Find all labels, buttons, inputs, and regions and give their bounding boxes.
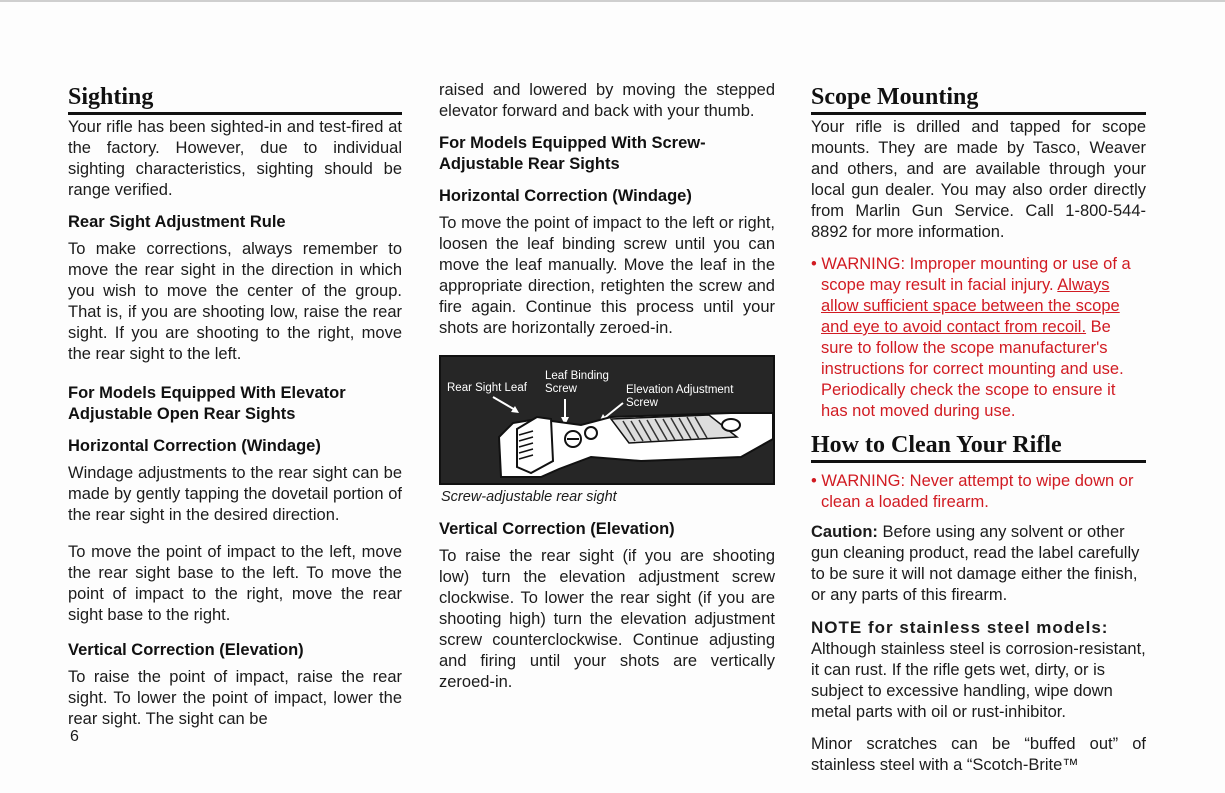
screw-models-heading: For Models Equipped With Screw-Adjustable Rear Sights <box>439 134 706 173</box>
scope-warning-lead: • WARNING: Improper mounting or use of a scope may result in facial injury. <box>811 255 1131 294</box>
windage-paragraph-left: Windage adjustments to the rear sight can be made by gently tapping the dovetail portion of the rear sight in the desired direction. <box>68 464 402 524</box>
scope-warning <box>811 254 1146 422</box>
rear-sight-figure <box>439 355 775 485</box>
label-leaf-binding: Leaf Binding <box>545 370 609 382</box>
rear-sight-drawing <box>441 357 773 483</box>
caution-label: Caution: <box>811 523 878 541</box>
clean-rifle-heading: How to Clean Your Rifle <box>811 430 1146 463</box>
label-elevation-screw: Screw <box>626 397 658 409</box>
sight-leaf-shape <box>517 417 553 473</box>
sighting-paragraph: Your rifle has been sighted-in and test-fired at the factory. However, due to individual sighting characteristics, sighting should be range verified. <box>68 118 402 199</box>
scope-warning-underlined: Always allow sufficient space between the scope and eye to avoid contact from recoil. <box>821 276 1120 336</box>
label-elevation-adjustment: Elevation Adjustment <box>626 384 734 396</box>
column-middle <box>439 80 775 704</box>
note-text: Although stainless steel is corrosion-resistant, it can rust. If the rifle gets wet, dirty, or is subject to excessive handling, wipe down metal parts with oil or rust-inhibitor. <box>811 640 1146 721</box>
rule-heading: Rear Sight Adjustment Rule <box>68 213 286 231</box>
elevation-screw-head <box>585 427 597 439</box>
note-label: NOTE for stainless steel models: <box>811 618 1109 637</box>
column-right <box>811 78 1146 787</box>
scope-warning-tail: Be sure to follow the scope manufacturer's instructions for correct mounting and use. Periodically check the scope to ensure it has not moved during use. <box>821 318 1124 420</box>
elevator-heading: For Models Equipped With Elevator Adjustable Open Rear Sights <box>68 384 346 423</box>
scope-paragraph: Your rifle is drilled and tapped for scope mounts. They are made by Tasco, Weaver and others, and are available through your local gun dealer. You may also order directly from Marlin Gun Service. Call 1-800-544-8892 for more information. <box>811 118 1146 241</box>
windage-heading-left: Horizontal Correction (Windage) <box>68 437 321 455</box>
top-rule <box>0 0 1225 8</box>
scope-mounting-heading: Scope Mounting <box>811 82 1146 115</box>
rule-paragraph: To make corrections, always remember to move the rear sight in the direction in which you wish to move the center of the group. That is, if you are shooting low, raise the rear sight. If you are shooting to the right, move the rear sight to the left. <box>68 240 402 363</box>
elevation-heading-left: Vertical Correction (Elevation) <box>68 641 304 659</box>
windage-heading-middle: Horizontal Correction (Windage) <box>439 187 692 205</box>
label-leaf-binding-screw: Screw <box>545 383 577 395</box>
elevation-paragraph-left: To raise the point of impact, raise the rear sight. To lower the point of impact, lower the rear sight. The sight can be <box>68 668 402 728</box>
elevation-paragraph-middle: To raise the rear sight (if you are shooting low) turn the elevation adjustment screw clockwise. To lower the rear sight (if you are shooting high) turn the elevation adjustment screw counterclockwise. Continue adjusting and firing until your shots are vertically zeroed-in. <box>439 547 775 691</box>
note-paragraph <box>811 617 1146 723</box>
minor-scratches-paragraph: Minor scratches can be “buffed out” of stainless steel with a “Scotch-Brite™ <box>811 735 1146 774</box>
page-number: 6 <box>70 728 79 745</box>
caution-text: Before using any solvent or other gun cleaning product, read the label carefully to be sure it will not damage either the finish, or any parts of this firearm. <box>811 523 1140 604</box>
windage-paragraph-middle: To move the point of impact to the left or right, loosen the leaf binding screw until you can move the leaf manually. Move the leaf in the appropriate direction, retighten the screw and fire again. Continue this process until your shots are horizontally zeroed-in. <box>439 214 775 337</box>
column-left <box>68 78 402 741</box>
caution-paragraph <box>811 522 1146 606</box>
sighting-heading: Sighting <box>68 82 402 115</box>
mounting-hole <box>722 419 740 431</box>
elevation-heading-middle: Vertical Correction (Elevation) <box>439 520 675 538</box>
clean-warning: • WARNING: Never attempt to wipe down or clean a loaded firearm. <box>811 472 1134 511</box>
windage-paragraph-left-2: To move the point of impact to the left, move the rear sight base to the left. To move the point of impact to the right, move the rear sight base to the right. <box>68 543 402 624</box>
figure-caption: Screw-adjustable rear sight <box>441 489 617 505</box>
continued-paragraph: raised and lowered by moving the stepped elevator forward and back with your thumb. <box>439 81 775 120</box>
label-rear-sight-leaf: Rear Sight Leaf <box>447 382 527 394</box>
